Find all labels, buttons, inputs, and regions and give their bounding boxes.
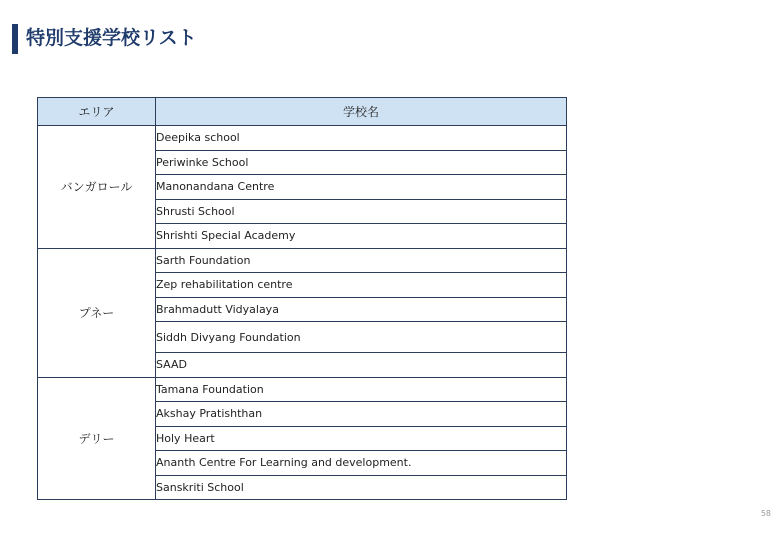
header-area: エリア: [38, 98, 156, 126]
page-number: 58: [760, 509, 771, 518]
table-row: [38, 377, 567, 402]
school-cell: Ananth Centre For Learning and development.: [156, 451, 567, 476]
school-table: [37, 97, 567, 500]
header-school-name: 学校名: [156, 98, 567, 126]
school-cell: Manonandana Centre: [156, 175, 567, 200]
area-cell-pune: プネー: [38, 248, 156, 377]
school-cell: Sarth Foundation: [156, 248, 567, 273]
school-cell: Periwinke School: [156, 150, 567, 175]
school-cell: Shrusti School: [156, 199, 567, 224]
school-cell: Tamana Foundation: [156, 377, 567, 402]
table-row: [38, 126, 567, 151]
school-cell: Akshay Pratishthan: [156, 402, 567, 427]
school-cell: Zep rehabilitation centre: [156, 273, 567, 298]
table-row: [38, 248, 567, 273]
school-cell: Sanskriti School: [156, 475, 567, 500]
table-header-row: [38, 98, 567, 126]
school-cell: Shrishti Special Academy: [156, 224, 567, 249]
title-accent-bar: [12, 24, 18, 54]
school-cell: Deepika school: [156, 126, 567, 151]
school-cell: Holy Heart: [156, 426, 567, 451]
school-cell: SAAD: [156, 353, 567, 378]
area-cell-delhi: デリー: [38, 377, 156, 500]
school-cell: Brahmadutt Vidyalaya: [156, 297, 567, 322]
school-cell: Siddh Divyang Foundation: [156, 322, 567, 353]
page-title: 特別支援学校リスト: [26, 27, 197, 49]
area-cell-bangalore: バンガロール: [38, 126, 156, 249]
